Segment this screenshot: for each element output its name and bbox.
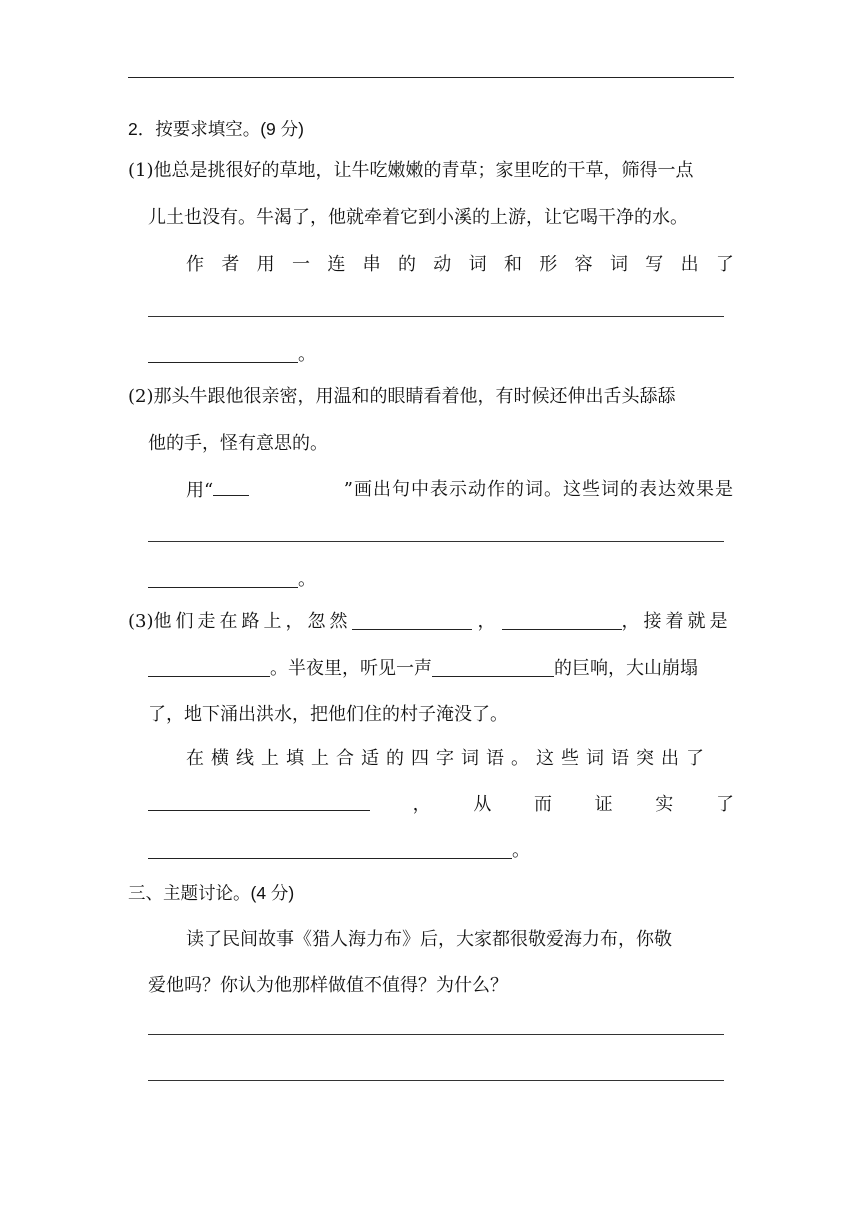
p2-prompt-rest: ”画出句中表示动作的词。这些词的表达效果是 [343,479,734,500]
p2-answer-end [148,567,734,593]
p3-answer-blank-1[interactable] [148,792,370,811]
p2-marker-blank [213,477,249,496]
p3-prompt: 在横线上填上合适的四字词语。这些词语突出了 [186,748,711,769]
section-3-text-line-1: 读了民间故事《猎人海力布》后，大家都很敬爱海力布，你敬 [186,929,672,950]
p2-period: 。 [298,569,316,590]
section-3-answer-line-2[interactable] [148,1080,724,1081]
p2-prompt [186,477,734,504]
p1-prompt-char: 动 [433,254,452,275]
p1-prompt-char: 容 [574,254,593,275]
p3-prompt-2-char: 证 [594,794,613,815]
p3-prompt-2-char: ， [412,794,431,815]
p3-passage-line-2 [148,656,734,682]
p3-answer-end [148,838,734,864]
p2-answer-blank-1[interactable] [148,541,724,542]
p1-prompt-char: 词 [468,254,487,275]
p1-prompt-char: 一 [291,254,310,275]
p3-passage-line-1 [128,609,734,635]
p1-prompt-char: 连 [327,254,346,275]
section-3-heading: 三、主题讨论。(4 分) [128,883,295,903]
p3-prompt-2-char: 实 [655,794,674,815]
p3-passage-line-3: 了，地下涌出洪水，把他们住的村子淹没了。 [148,704,508,725]
p3-text-1: 他们走在路上，忽然 [153,611,352,632]
p1-prompt-char: 了 [715,254,734,275]
p1-prompt-char: 词 [609,254,628,275]
p3-comma: ， [477,611,496,632]
p3-blank-2[interactable] [502,611,622,630]
p3-text-3: 。半夜里，听见一声 [270,658,432,679]
p3-blank-3[interactable] [148,658,270,677]
p1-prompt [186,252,734,278]
section-3-text-line-2: 爱他吗？你认为他那样做值不值得？为什么？ [148,975,508,996]
section-3-answer-line-1[interactable] [148,1034,724,1035]
p3-prompt-2-char: 从 [473,794,492,815]
p1-prompt-char: 作 [186,254,204,275]
p1-prompt-char: 形 [539,254,558,275]
p1-prompt-char: 写 [645,254,664,275]
p2-prompt-start: 用“ [186,480,214,501]
p2-passage-line-2: 他的手，怪有意思的。 [148,433,328,454]
p3-blank-4[interactable] [432,658,554,677]
p1-answer-end [148,342,734,368]
p1-answer-blank-2[interactable] [148,344,298,363]
p2-passage-line-1: (2)那头牛跟他很亲密，用温和的眼睛看着他，有时候还伸出舌头舔舔 [128,386,676,407]
p2-answer-blank-2[interactable] [148,569,298,588]
question-2-heading: 2．按要求填空。(9 分) [128,119,304,139]
p3-period: 。 [512,840,530,861]
p1-answer-blank-1[interactable] [148,316,724,317]
p3-prompt-2 [148,792,734,818]
p3-prompt-2-char: 而 [533,794,552,815]
p1-prompt-char: 出 [680,254,699,275]
p1-prompt-char: 用 [256,254,275,275]
p1-prompt-char: 者 [221,254,240,275]
p3-answer-blank-2[interactable] [148,840,512,859]
p1-prompt-char: 和 [503,254,522,275]
p3-text-4: 的巨响，大山崩塌 [554,658,698,679]
p3-prompt-2-char: 了 [715,794,734,815]
p1-period: 。 [298,344,316,365]
p3-label: (3) [128,611,154,632]
p1-prompt-char: 的 [397,254,416,275]
p1-passage-line-2: 儿土也没有。牛渴了，他就牵着它到小溪的上游，让它喝干净的水。 [148,207,688,228]
p3-text-2: ，接着就是 [621,611,732,632]
p1-passage-line-1: (1)他总是挑很好的草地，让牛吃嫩嫩的青草；家里吃的干草，筛得一点 [128,160,694,181]
p3-blank-1[interactable] [352,611,472,630]
p1-prompt-char: 串 [362,254,381,275]
top-rule [128,77,734,78]
p2-prompt-start-group [186,477,249,504]
